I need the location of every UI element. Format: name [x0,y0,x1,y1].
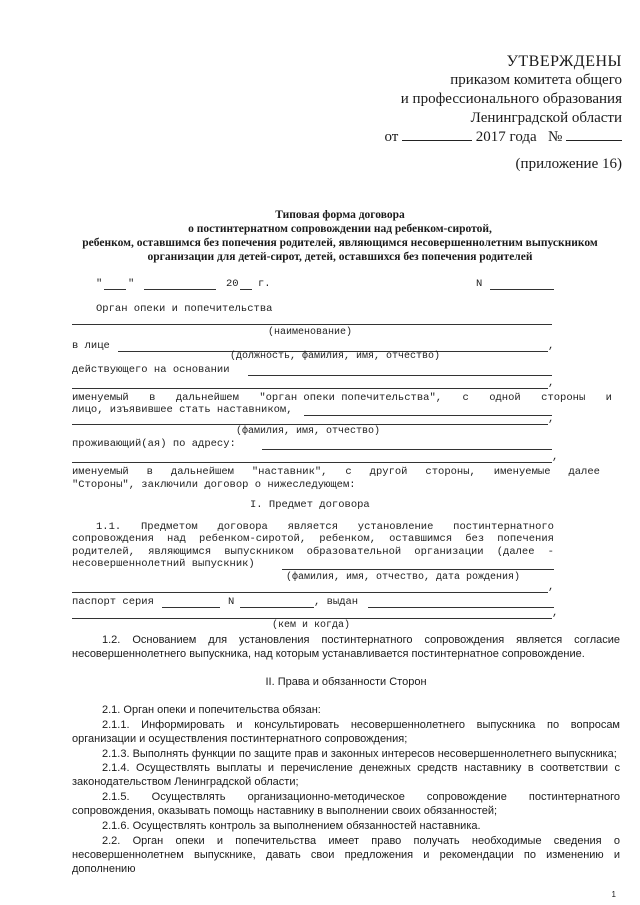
hint-fio: (фамилия, имя, отчество) [236,426,381,437]
mentor-person-label: лицо, изъявившее стать наставником, [72,404,293,416]
word: оставшимся [389,533,453,545]
issued-by-blank-2[interactable] [72,618,552,619]
approval-date-line [322,128,622,147]
clause-2-1-4: 2.1.4. Осуществлять выплаты и перечисление денежных средств наставнику в соответствии с законодательством Ленинградской области; [72,762,620,788]
date-year: 20 [226,278,239,290]
word: ребенком-сиротой, [199,533,307,545]
word: 1.1. [96,521,122,533]
word: - [547,546,554,558]
day-blank[interactable] [104,289,126,290]
issued-label: , выдан [314,596,359,608]
clause-2-1-6: 2.1.6. Осуществлять контроль за выполнением обязанностей наставника. [102,820,481,832]
word: установление [357,521,434,533]
word: с [345,466,352,478]
word: попечения [497,533,554,545]
named-mentor-line [72,466,600,478]
clause-2-1-3: 2.1.3. Выполнять функции по защите прав и законных интересов несовершеннолетнего выпускника; [102,748,617,760]
approval-line-3: и профессионального образования [400,91,622,107]
comma-mark: , [548,581,555,593]
section-2-heading: II. Права и обязанности Сторон [265,676,427,688]
title-line-4: организации для детей-сирот, детей, оставшихся без попечения родителей [147,251,533,263]
word: далее [568,466,600,478]
p11-line-1 [96,521,554,533]
word: именуемый [72,466,129,478]
p11-line-2 [72,533,554,545]
handwritten-date [402,140,472,141]
authority-label: Орган опеки и попечительства [96,303,273,315]
word: в [146,466,153,478]
word: является [287,521,339,533]
word: выпускником [224,546,294,558]
word: стороны [541,392,586,404]
word: именуемые [493,466,551,478]
month-blank[interactable] [144,289,216,290]
word: Предметом [140,521,198,533]
address-blank-2[interactable] [72,462,552,463]
clause-2-2: 2.2. Орган опеки и попечительства имеет право получать необходимые сведения о несовершеннолетнем выпускнике, давать свои предложения и рекомендации по изменению и дополнению [72,835,620,875]
title-line-2: о постинтернатном сопровождении над ребенком-сиротой, [188,223,492,235]
word: именуемый [72,392,129,404]
date-year-suffix: г. [258,278,271,290]
clause-2-1-5: 2.1.5. Осуществлять организационно-методическое сопровождение постинтернатного сопровождения, оказывать помощь наставнику в выполнении своих обязанностей; [72,791,620,817]
word: постинтернатного [453,521,554,533]
date-suffix: 2017 года [475,129,537,145]
word: дальнейшем [175,392,239,404]
word: являющимся [148,546,212,558]
section-1-heading: I. Предмет договора [250,499,370,511]
mentor-name-blank-2[interactable] [72,424,548,425]
word: над [167,533,186,545]
issued-by-blank[interactable] [368,607,554,608]
word: дальнейшем [170,466,234,478]
parties-line: "Стороны", заключили договор о нижеследующем: [72,479,356,491]
word: организации [414,546,484,558]
mentor-name-blank[interactable] [304,415,552,416]
basis-blank[interactable] [248,375,552,376]
clause-2-1: 2.1. Орган опеки и попечительства обязан: [102,704,321,716]
document-title [60,208,620,264]
passport-number-blank[interactable] [240,607,314,608]
p11-line-3 [72,546,554,558]
word: другой [369,466,408,478]
passport-series-blank[interactable] [162,607,220,608]
approval-line-2: приказом комитета общего [450,72,622,88]
handwritten-number [566,140,622,141]
word: "орган опеки попечительства", [259,392,443,404]
acting-on-label: действующего на основании [72,364,230,376]
approval-line-4: Ленинградской области [470,110,622,126]
word: и [605,392,612,404]
passport-series-label: паспорт серия [72,596,154,608]
contract-number-blank[interactable] [490,289,554,290]
word: образовательной [306,546,402,558]
p11-line-4: несовершеннолетний выпускник) [72,558,255,570]
page-number: 1 [611,890,616,899]
address-blank[interactable] [262,449,552,450]
hint-by-when: (кем и когда) [272,620,351,631]
word: родителей, [72,546,136,558]
word: без [465,533,485,545]
comma-mark: , [548,340,555,352]
word: договора [217,521,268,533]
number-prefix: № [547,129,563,145]
approval-block [322,52,622,147]
word: "наставник", [251,466,328,478]
named-authority-line [72,392,612,404]
date-prefix: от [384,129,399,145]
title-line-1: Типовая форма договора [275,209,405,221]
word: сопровождения [72,533,154,545]
graduate-name-blank-2[interactable] [72,592,548,593]
in-person-label: в лице [72,340,110,352]
clause-1-2: 1.2. Основанием для установления постинтернатного сопровождения является согласие несовершеннолетнего выпускника, над которым устанавливается постинтернатное сопровождение. [72,634,620,660]
comma-mark: , [548,413,555,425]
word: с [462,392,469,404]
word: ребенком, [319,533,376,545]
comma-mark: , [552,607,559,619]
comma-mark: , [552,451,559,463]
hint-name: (наименование) [268,327,353,338]
clause-2-1-1: 2.1.1. Информировать и консультировать несовершеннолетнего выпускника по вопросам организации и осуществления постинтернатного сопровождения; [72,719,620,745]
passport-number-sign: N [228,596,235,608]
title-line-3: ребенком, оставшимся без попечения родителей, являющимся несовершеннолетним выпускником [82,237,598,249]
contract-number-sign: N [476,278,483,290]
graduate-name-blank[interactable] [282,569,554,570]
date-quote-close: " [128,278,135,290]
comma-mark: , [548,377,555,389]
year-blank[interactable] [240,289,252,290]
word: в [149,392,156,404]
word: стороны, [425,466,476,478]
hint-fio-birth: (фамилия, имя, отчество, дата рождения) [286,572,521,583]
approval-heading: УТВЕРЖДЕНЫ [506,53,622,70]
word: одной [489,392,521,404]
authority-name-blank[interactable] [72,324,552,325]
hint-position: (должность, фамилия, имя, отчество) [230,351,441,362]
basis-blank-2[interactable] [72,388,548,389]
date-quote-open: " [96,278,103,290]
residing-label: проживающий(ая) по адресу: [72,438,236,450]
appendix-label: (приложение 16) [515,156,622,172]
word: (далее [496,546,535,558]
